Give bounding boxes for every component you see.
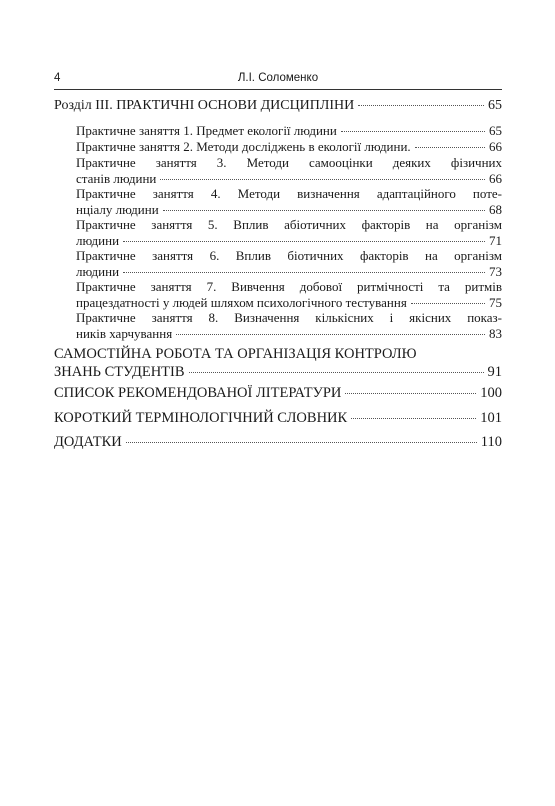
toc-entry-line-2: ників харчування <box>76 325 173 341</box>
dot-leader <box>345 393 476 394</box>
toc-entry-line-1: Практичне заняття 6. Вплив біотичних факторів на організм <box>76 248 502 263</box>
dot-leader <box>411 303 485 304</box>
toc-page-number: 66 <box>489 170 502 186</box>
toc-entry-line-1: Практичне заняття 5. Вплив абіотичних факторів на організм <box>76 217 502 232</box>
toc-entry-practical-7 <box>76 279 502 310</box>
toc-page-number: 65 <box>488 98 502 113</box>
toc-entry-practical-3 <box>76 155 502 186</box>
dot-leader <box>189 372 484 373</box>
toc-entry-title: ДОДАТКИ <box>54 434 122 450</box>
toc-entry-title: Практичне заняття 1. Предмет екології людини <box>76 123 337 138</box>
toc-entry-section-3 <box>54 98 502 114</box>
toc-entry-line-1: САМОСТІЙНА РОБОТА ТА ОРГАНІЗАЦІЯ КОНТРОЛЮ <box>54 346 417 362</box>
page-header <box>54 70 502 88</box>
toc-page-number: 110 <box>480 434 502 450</box>
dot-leader <box>415 147 485 148</box>
page-author: Л.І. Соломенко <box>237 72 319 84</box>
toc-entry-appendix <box>54 433 502 451</box>
page-number: 4 <box>54 72 61 84</box>
toc-entry-line-1: Практичне заняття 7. Вивчення добової ритмічності та ритмів <box>76 279 502 294</box>
toc-page-number: 83 <box>489 325 502 341</box>
toc-entry-practical-2 <box>76 139 502 155</box>
dot-leader <box>351 418 476 419</box>
toc-entry-line-2: людини <box>76 232 120 248</box>
toc-page-number: 75 <box>489 294 502 310</box>
toc-entry-practical-1 <box>76 123 502 139</box>
toc-entry-glossary <box>54 409 502 427</box>
dot-leader <box>163 210 485 211</box>
toc-entry-practical-4 <box>76 186 502 217</box>
toc-entry-practical-8 <box>76 310 502 341</box>
dot-leader <box>123 272 485 273</box>
toc-entry-line-1: Практичне заняття 3. Методи самооцінки деяких фізичних <box>76 155 502 170</box>
dot-leader <box>123 241 485 242</box>
toc-entry-line-2: ЗНАНЬ СТУДЕНТІВ <box>54 364 185 380</box>
toc-page-number: 71 <box>489 232 502 248</box>
dot-leader <box>341 131 485 132</box>
header-rule <box>54 89 502 90</box>
toc-page-number: 101 <box>480 410 502 426</box>
toc-page-number: 100 <box>480 385 502 401</box>
toc-page-number: 91 <box>487 364 502 380</box>
toc-entry-literature <box>54 384 502 402</box>
toc-entry-practical-6 <box>76 248 502 279</box>
toc-page-number: 66 <box>489 139 502 154</box>
toc-entry-title: Практичне заняття 2. Методи досліджень в екології людини. <box>76 139 411 154</box>
toc-entry-title: СПИСОК РЕКОМЕНДОВАНОЇ ЛІТЕРАТУРИ <box>54 385 342 401</box>
toc-entry-line-2: працездатності у людей шляхом психологічного тестування <box>76 294 407 310</box>
toc-entry-line-2: станів людини <box>76 170 157 186</box>
toc-entry-line-1: Практичне заняття 8. Визначення кількісних і якісних показ- <box>76 310 502 325</box>
toc-entry-title: КОРОТКИЙ ТЕРМІНОЛОГІЧНИЙ СЛОВНИК <box>54 410 348 426</box>
dot-leader <box>160 179 485 180</box>
toc-entry-line-2: нціалу людини <box>76 201 159 217</box>
toc-entry-practical-5 <box>76 217 502 248</box>
toc-entry-line-1: Практичне заняття 4. Методи визначення адаптаційного поте- <box>76 186 502 201</box>
dot-leader <box>176 334 485 335</box>
dot-leader <box>126 442 477 443</box>
toc-entry-line-2: людини <box>76 263 120 279</box>
dot-leader <box>358 105 484 106</box>
toc-page-number: 73 <box>489 263 502 279</box>
toc-page-number: 68 <box>489 201 502 217</box>
toc-entry-title: Розділ III. ПРАКТИЧНІ ОСНОВИ ДИСЦИПЛІНИ <box>54 98 355 113</box>
toc-entry-independent-work <box>54 345 502 381</box>
toc-page-number: 65 <box>489 123 502 138</box>
